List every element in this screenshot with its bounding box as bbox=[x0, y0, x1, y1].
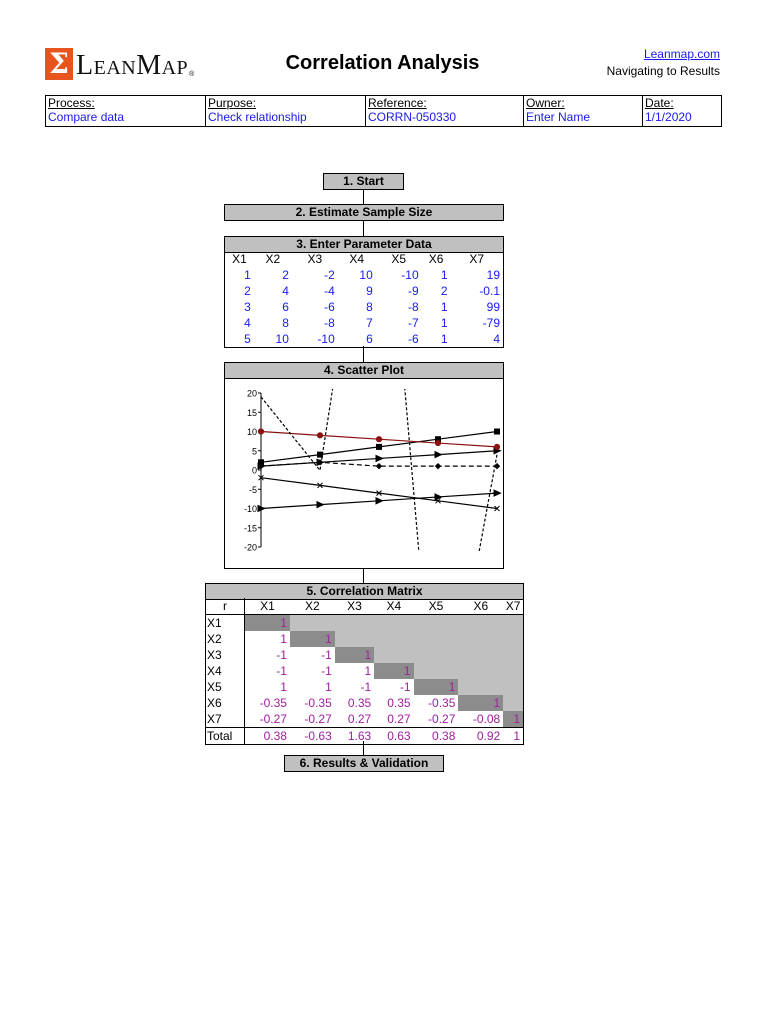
param-cell[interactable]: 1 bbox=[244, 268, 251, 282]
param-cell[interactable]: 10 bbox=[359, 268, 373, 282]
y-tick-label: -20 bbox=[243, 542, 257, 553]
corr-cell: 0.35 bbox=[387, 696, 411, 710]
info-process[interactable] bbox=[46, 96, 206, 127]
corr-cell bbox=[414, 647, 459, 663]
scatter-plot-panel bbox=[224, 379, 504, 569]
corr-row bbox=[206, 631, 523, 647]
corr-cell: -0.27 bbox=[304, 712, 332, 726]
series-4-point bbox=[258, 429, 263, 434]
param-row bbox=[225, 267, 503, 283]
info-date[interactable] bbox=[643, 96, 722, 127]
param-cell[interactable]: 99 bbox=[486, 300, 500, 314]
corr-header-cell: X5 bbox=[414, 598, 459, 615]
corr-row-label: X4 bbox=[206, 663, 245, 679]
leanmap-logo bbox=[45, 46, 194, 80]
corr-cell: -1 bbox=[276, 664, 287, 678]
header-subtitle: Navigating to Results bbox=[606, 64, 720, 78]
corr-row-label: X2 bbox=[206, 631, 245, 647]
corr-cell: -0.27 bbox=[259, 712, 287, 726]
corr-cell bbox=[414, 631, 459, 647]
corr-cell: 0.27 bbox=[347, 712, 372, 726]
corr-cell bbox=[458, 679, 503, 695]
param-cell[interactable]: 4 bbox=[244, 316, 251, 330]
param-cell[interactable]: -7 bbox=[407, 316, 419, 330]
corr-row-label: X5 bbox=[206, 679, 245, 695]
corr-total-cell: 0.63 bbox=[374, 728, 413, 745]
series-1-point bbox=[435, 452, 442, 458]
param-cell[interactable]: 4 bbox=[493, 332, 500, 346]
param-cell[interactable]: 1 bbox=[440, 332, 448, 346]
corr-total-label: Total bbox=[206, 728, 245, 745]
corr-row-label: X3 bbox=[206, 647, 245, 663]
logo-wordmark: LeanMap bbox=[76, 50, 189, 81]
corr-total-cell: 0.38 bbox=[414, 728, 459, 745]
corr-cell: 1 bbox=[503, 711, 523, 728]
step-enter-parameter-data[interactable]: 3. Enter Parameter Data bbox=[224, 236, 504, 253]
corr-cell bbox=[290, 615, 335, 632]
connector-line bbox=[363, 221, 364, 236]
corr-cell bbox=[374, 647, 413, 663]
y-tick-label: -5 bbox=[248, 484, 257, 495]
series-4-point bbox=[317, 433, 322, 438]
param-cell[interactable]: 6 bbox=[366, 332, 373, 346]
sigma-icon: Σ bbox=[45, 48, 73, 80]
corr-row bbox=[206, 679, 523, 695]
corr-cell: -0.35 bbox=[428, 696, 456, 710]
param-cell[interactable]: -2 bbox=[324, 268, 335, 282]
corr-cell: 1 bbox=[335, 647, 374, 663]
corr-cell bbox=[503, 647, 523, 663]
y-tick-label: 20 bbox=[246, 388, 257, 399]
corr-cell: 1 bbox=[364, 664, 372, 678]
info-value: CORRN-050330 bbox=[368, 110, 457, 124]
series-4-point bbox=[494, 444, 499, 449]
param-row bbox=[225, 283, 503, 299]
corr-cell bbox=[458, 663, 503, 679]
step-correlation-matrix[interactable]: 5. Correlation Matrix bbox=[205, 583, 524, 600]
param-header-cell: X7 bbox=[469, 252, 485, 266]
corr-cell bbox=[458, 647, 503, 663]
corr-total-cell: 0.38 bbox=[245, 728, 290, 745]
param-cell[interactable]: 5 bbox=[244, 332, 251, 346]
corr-cell bbox=[503, 679, 523, 695]
param-cell[interactable]: 8 bbox=[282, 316, 289, 330]
param-cell[interactable]: -10 bbox=[401, 268, 419, 282]
param-cell[interactable]: -8 bbox=[324, 316, 335, 330]
corr-total-cell: 1.63 bbox=[335, 728, 374, 745]
corr-row bbox=[206, 663, 523, 679]
step-estimate-sample-size[interactable]: 2. Estimate Sample Size bbox=[224, 204, 504, 221]
series-5-point bbox=[376, 498, 383, 504]
series-5-point bbox=[494, 490, 501, 496]
corr-cell: 1 bbox=[280, 632, 287, 646]
param-cell[interactable]: 3 bbox=[244, 300, 251, 314]
corr-cell bbox=[503, 695, 523, 711]
param-header-cell: X3 bbox=[307, 252, 323, 266]
corr-total-row bbox=[206, 728, 523, 745]
corr-cell: 0.27 bbox=[387, 712, 411, 726]
param-row bbox=[225, 315, 503, 331]
info-value: 1/1/2020 bbox=[645, 110, 692, 124]
corr-row bbox=[206, 711, 523, 728]
page-title: Correlation Analysis bbox=[285, 52, 480, 74]
corr-cell bbox=[335, 615, 374, 632]
corr-cell bbox=[503, 615, 523, 632]
corr-header-cell: X2 bbox=[290, 598, 335, 615]
corr-cell: 1 bbox=[414, 679, 459, 695]
param-cell[interactable]: -6 bbox=[324, 300, 335, 314]
corr-total-cell: -0.63 bbox=[290, 728, 335, 745]
corr-row-label: X6 bbox=[206, 695, 245, 711]
series-6-point bbox=[377, 464, 382, 469]
param-cell[interactable]: -79 bbox=[482, 316, 500, 330]
param-header-cell: X2 bbox=[265, 252, 281, 266]
corr-cell: -1 bbox=[276, 648, 287, 662]
corr-row-label: X7 bbox=[206, 711, 245, 728]
info-value: Enter Name bbox=[526, 110, 591, 124]
param-cell[interactable]: -9 bbox=[407, 284, 419, 298]
leanmap-link[interactable]: Leanmap.com bbox=[643, 47, 720, 61]
param-cell[interactable]: 9 bbox=[366, 284, 373, 298]
corr-cell bbox=[458, 615, 503, 632]
corr-header-cell: X7 bbox=[503, 598, 523, 615]
corr-row bbox=[206, 695, 523, 711]
y-tick-label: 5 bbox=[251, 446, 257, 457]
param-header-cell: X6 bbox=[428, 252, 444, 266]
param-cell[interactable]: 6 bbox=[282, 300, 289, 314]
param-cell[interactable]: 10 bbox=[275, 332, 289, 346]
y-tick-label: -15 bbox=[243, 523, 257, 534]
series-2-point bbox=[318, 452, 323, 457]
corr-cell bbox=[374, 631, 413, 647]
corr-header-cell: X1 bbox=[245, 598, 290, 615]
corr-header-cell: X3 bbox=[335, 598, 374, 615]
info-label: Reference: bbox=[368, 96, 427, 110]
corr-cell: 1 bbox=[458, 695, 503, 711]
param-cell[interactable]: 1 bbox=[440, 268, 448, 282]
param-cell[interactable]: 8 bbox=[366, 300, 373, 314]
info-table bbox=[45, 95, 722, 127]
param-cell[interactable]: 1 bbox=[440, 316, 448, 330]
corr-cell: -1 bbox=[360, 680, 372, 694]
param-header-cell: X1 bbox=[232, 252, 247, 266]
y-tick-label: -10 bbox=[243, 504, 257, 514]
series-6-point bbox=[436, 464, 441, 469]
corr-cell bbox=[414, 663, 459, 679]
param-cell[interactable]: -4 bbox=[324, 284, 335, 298]
param-cell[interactable]: -8 bbox=[407, 300, 419, 314]
correlation-matrix-panel bbox=[205, 598, 524, 745]
corr-cell: -0.35 bbox=[259, 696, 287, 710]
corr-total-cell: 0.92 bbox=[458, 728, 503, 745]
series-4-point bbox=[435, 440, 440, 445]
corr-cell: 1 bbox=[245, 615, 290, 632]
parameter-data-table bbox=[225, 251, 503, 347]
corr-cell bbox=[414, 615, 459, 632]
corr-cell bbox=[374, 615, 413, 632]
param-cell[interactable]: -10 bbox=[317, 332, 335, 346]
info-label: Owner: bbox=[526, 96, 565, 110]
param-cell[interactable]: -0.1 bbox=[479, 284, 500, 298]
param-header-row bbox=[225, 251, 503, 267]
corr-cell: -1 bbox=[321, 664, 332, 678]
info-owner[interactable] bbox=[524, 96, 643, 127]
corr-cell: -1 bbox=[399, 680, 411, 694]
parameter-data-panel bbox=[224, 251, 504, 348]
connector-line bbox=[363, 569, 364, 583]
info-value: Compare data bbox=[48, 110, 125, 124]
param-row bbox=[225, 331, 503, 347]
corr-cell: 1 bbox=[280, 680, 287, 694]
param-cell[interactable]: 7 bbox=[366, 316, 373, 330]
param-cell[interactable]: 4 bbox=[282, 284, 289, 298]
param-cell[interactable]: 2 bbox=[440, 284, 448, 298]
param-cell[interactable]: 19 bbox=[486, 268, 500, 282]
series-line-7 bbox=[261, 379, 497, 568]
y-tick-label: 10 bbox=[246, 427, 257, 437]
series-2-point bbox=[495, 429, 500, 434]
y-tick-label: 15 bbox=[246, 407, 257, 418]
series-4-point bbox=[376, 437, 381, 442]
info-label: Date: bbox=[645, 96, 674, 110]
corr-cell: 1 bbox=[290, 631, 335, 647]
info-value: Check relationship bbox=[208, 110, 307, 124]
corr-header-cell: X6 bbox=[458, 598, 503, 615]
corr-cell: 0.35 bbox=[347, 696, 372, 710]
corr-header-row bbox=[206, 598, 523, 615]
correlation-matrix-table bbox=[206, 598, 523, 744]
corr-cell: 1 bbox=[325, 680, 332, 694]
param-cell[interactable]: 1 bbox=[440, 300, 448, 314]
corr-corner-label: r bbox=[206, 598, 245, 615]
info-label: Process: bbox=[48, 96, 95, 110]
step-scatter-plot[interactable]: 4. Scatter Plot bbox=[224, 362, 504, 379]
param-cell[interactable]: -6 bbox=[407, 332, 419, 346]
corr-cell: -0.08 bbox=[472, 712, 501, 726]
param-cell[interactable]: 2 bbox=[244, 284, 251, 298]
series-5-point bbox=[317, 502, 324, 508]
step-start[interactable]: 1. Start bbox=[323, 173, 404, 190]
info-label: Purpose: bbox=[208, 96, 257, 110]
corr-cell bbox=[335, 631, 374, 647]
corr-cell bbox=[503, 631, 523, 647]
corr-cell bbox=[458, 631, 503, 647]
corr-row bbox=[206, 615, 523, 632]
corr-cell: -0.35 bbox=[304, 696, 332, 710]
registered-mark: ® bbox=[189, 71, 195, 78]
series-1-point bbox=[376, 455, 383, 461]
connector-line bbox=[363, 346, 364, 362]
corr-cell: 1 bbox=[374, 663, 413, 679]
param-row bbox=[225, 299, 503, 315]
param-header-cell: X4 bbox=[349, 252, 365, 266]
corr-row-label: X1 bbox=[206, 615, 245, 632]
corr-total-cell: 1 bbox=[503, 728, 523, 745]
info-reference[interactable] bbox=[366, 96, 524, 127]
corr-row bbox=[206, 647, 523, 663]
param-header-cell: X5 bbox=[391, 252, 407, 266]
info-purpose[interactable] bbox=[206, 96, 366, 127]
scatter-plot-chart bbox=[225, 379, 503, 568]
series-2-point bbox=[377, 444, 382, 449]
y-tick-label: 0 bbox=[251, 465, 257, 476]
param-cell[interactable]: 2 bbox=[282, 268, 289, 282]
corr-cell: -0.27 bbox=[428, 712, 456, 726]
corr-cell bbox=[503, 663, 523, 679]
series-5-point bbox=[435, 494, 442, 500]
connector-line bbox=[363, 189, 364, 204]
step-results-validation[interactable]: 6. Results & Validation bbox=[284, 755, 444, 772]
corr-cell: -1 bbox=[321, 648, 332, 662]
corr-header-cell: X4 bbox=[374, 598, 413, 615]
